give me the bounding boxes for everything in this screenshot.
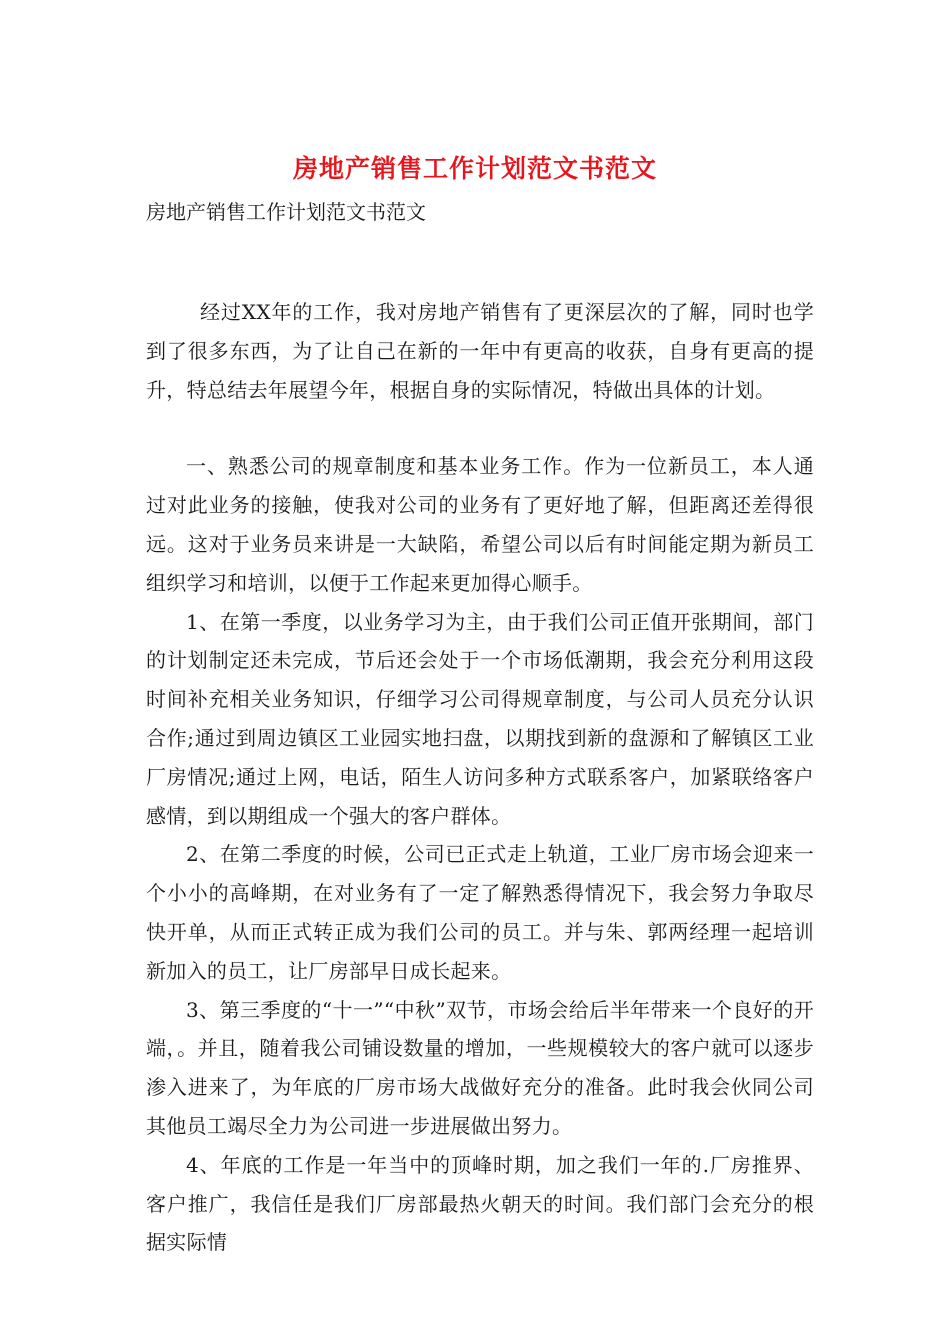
- section-one-paragraph: 一、熟悉公司的规章制度和基本业务工作。作为一位新员工，本人通过对此业务的接触，使我对公司的业务有了更好地了解，但距离还差得很远。这对于业务员来讲是一大缺陷，希望公司以后有时间能定期为新员工组织学习和培训，以便于工作起来更加得心顺手。: [146, 454, 814, 595]
- document-subtitle: 房地产销售工作计划范文书范文: [146, 200, 426, 224]
- document-body: [146, 293, 814, 1262]
- year-end-paragraph: 4、年底的工作是一年当中的顶峰时期，加之我们一年的.厂房推界、客户推广，我信任是我们厂房部最热火朝天的时间。我们部门会充分的根据实际情: [146, 1152, 814, 1255]
- quarter-one-paragraph: 1、在第一季度，以业务学习为主，由于我们公司正值开张期间，部门的计划制定还未完成，节后还会处于一个市场低潮期，我会充分利用这段时间补充相关业务知识，仔细学习公司得规章制度，与公司人员充分认识合作;通过到周边镇区工业园实地扫盘，以期找到新的盘源和了解镇区工业厂房情况;通过上网，电话，陌生人访问多种方式联系客户，加紧联络客户感情，到以期组成一个强大的客户群体。: [146, 609, 814, 828]
- paragraph-gap: [146, 409, 814, 447]
- quarter-two-paragraph: 2、在第二季度的时候，公司已正式走上轨道，工业厂房市场会迎来一个小小的高峰期，在对业务有了一定了解熟悉得情况下，我会努力争取尽快开单，从而正式转正成为我们公司的员工。并与朱、郭两经理一起培训新加入的员工，让厂房部早日成长起来。: [146, 842, 814, 983]
- intro-paragraph: 经过XX年的工作，我对房地产销售有了更深层次的了解，同时也学到了很多东西，为了让自己在新的一年中有更高的收获，自身有更高的提升，特总结去年展望今年，根据自身的实际情况，特做出具体的计划。: [146, 300, 814, 402]
- quarter-three-paragraph: 3、第三季度的“十一”“中秋”双节，市场会给后半年带来一个良好的开端，。并且，随着我公司铺设数量的增加，一些规模较大的客户就可以逐步渗入进来了，为年底的厂房市场大战做好充分的准备。此时我会伙同公司其他员工竭尽全力为公司进一步进展做出努力。: [146, 997, 814, 1138]
- document-title: 房地产销售工作计划范文书范文: [292, 154, 657, 183]
